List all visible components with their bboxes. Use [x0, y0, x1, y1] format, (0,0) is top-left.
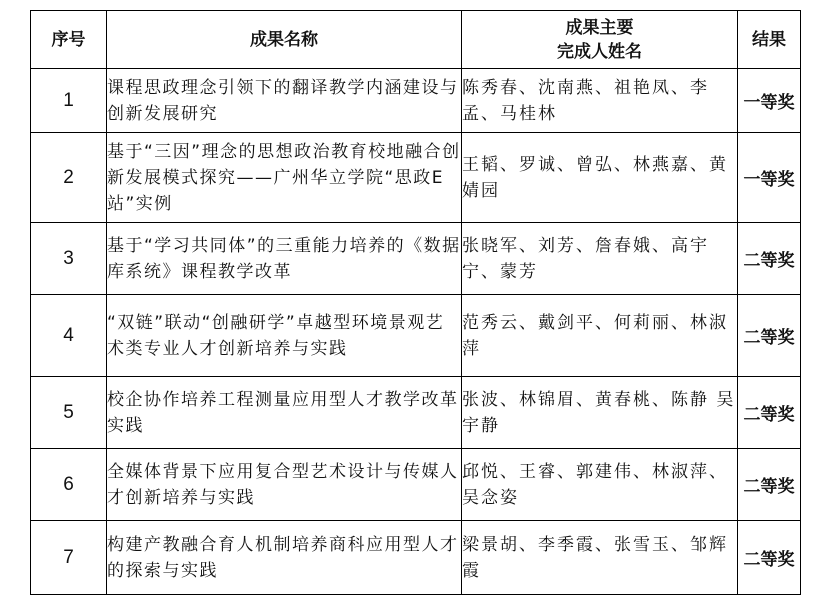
row-names: 梁景胡、李季霞、张雪玉、邹辉霞	[462, 521, 738, 595]
row-index: 7	[31, 521, 107, 595]
row-index: 1	[31, 69, 107, 133]
header-index: 序号	[31, 11, 107, 69]
table-row	[31, 133, 801, 223]
row-names: 张波、林锦眉、黄春桃、陈静 吴宇静	[462, 377, 738, 449]
table-row	[31, 449, 801, 521]
header-title: 成果名称	[107, 11, 462, 69]
row-names: 范秀云、戴剑平、何莉丽、林淑萍	[462, 295, 738, 377]
table-row	[31, 69, 801, 133]
row-result: 二等奖	[738, 449, 801, 521]
awards-table	[30, 10, 801, 595]
table-row	[31, 295, 801, 377]
row-result: 一等奖	[738, 133, 801, 223]
header-names-line1: 成果主要	[565, 17, 634, 38]
row-index: 5	[31, 377, 107, 449]
row-names: 邱悦、王睿、郭建伟、林淑萍、吴念姿	[462, 449, 738, 521]
row-result: 二等奖	[738, 223, 801, 295]
header-names-line2: 完成人姓名	[557, 41, 642, 62]
row-title: “双链”联动“创融研学”卓越型环境景观艺术类专业人才创新培养与实践	[107, 295, 462, 377]
row-index: 6	[31, 449, 107, 521]
table-row	[31, 377, 801, 449]
row-result: 二等奖	[738, 377, 801, 449]
row-title: 课程思政理念引领下的翻译教学内涵建设与创新发展研究	[107, 69, 462, 133]
row-result: 一等奖	[738, 69, 801, 133]
row-names: 王韬、罗诚、曾弘、林燕嘉、黄婧园	[462, 133, 738, 223]
row-title: 全媒体背景下应用复合型艺术设计与传媒人才创新培养与实践	[107, 449, 462, 521]
row-title: 构建产教融合育人机制培养商科应用型人才的探索与实践	[107, 521, 462, 595]
row-title: 校企协作培养工程测量应用型人才教学改革实践	[107, 377, 462, 449]
row-index: 4	[31, 295, 107, 377]
row-title: 基于“学习共同体”的三重能力培养的《数据库系统》课程教学改革	[107, 223, 462, 295]
header-names	[462, 11, 738, 69]
table-row	[31, 521, 801, 595]
table-row	[31, 223, 801, 295]
row-result: 二等奖	[738, 295, 801, 377]
row-index: 3	[31, 223, 107, 295]
header-result: 结果	[738, 11, 801, 69]
row-names: 陈秀春、沈南燕、祖艳凤、李孟、马桂林	[462, 69, 738, 133]
row-result: 二等奖	[738, 521, 801, 595]
row-names: 张晓军、刘芳、詹春娥、高宇宁、蒙芳	[462, 223, 738, 295]
row-index: 2	[31, 133, 107, 223]
table-header-row	[31, 11, 801, 69]
row-title: 基于“三因”理念的思想政治教育校地融合创新发展模式探究——广州华立学院“思政E站”实例	[107, 133, 462, 223]
